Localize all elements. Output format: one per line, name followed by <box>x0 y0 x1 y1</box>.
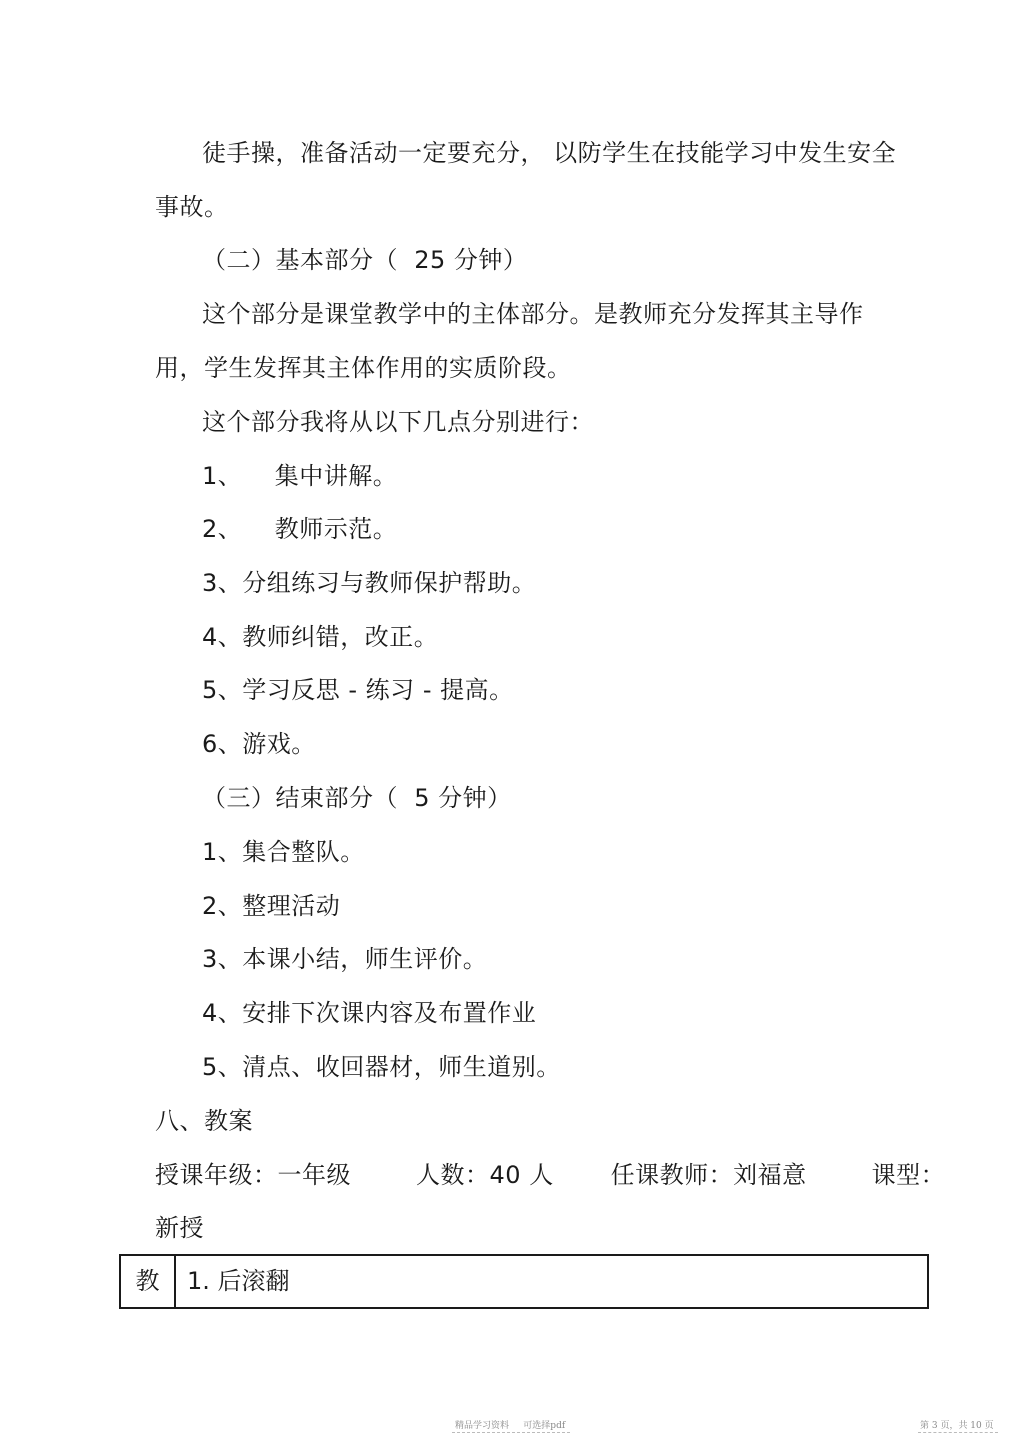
paragraph-line: 用，学生发挥其主体作用的实质阶段。 <box>155 354 572 382</box>
paragraph-line: 徒手操，准备活动一定要充分， 以防学生在技能学习中发生安全 <box>202 139 897 167</box>
paragraph-line: 这个部分我将从以下几点分别进行： <box>202 408 594 436</box>
list-item: 1、 集中讲解。 <box>202 462 398 490</box>
lesson-plan-table <box>119 1254 929 1309</box>
page-number: 第 3 页，共 10 页 <box>920 1421 994 1431</box>
list-item: 6、游戏。 <box>202 730 316 758</box>
list-item: 4、教师纠错，改正。 <box>202 623 439 651</box>
paragraph-line: 事故。 <box>155 193 229 221</box>
list-item: 3、本课小结，师生评价。 <box>202 945 488 973</box>
list-item: 1、集合整队。 <box>202 838 365 866</box>
lesson-info-line: 新授 <box>155 1214 204 1242</box>
list-item: 2、整理活动 <box>202 892 341 920</box>
footer-watermark: 精品学习资料 可选择pdf <box>455 1421 566 1431</box>
list-item: 2、 教师示范。 <box>202 515 398 543</box>
footer-divider <box>452 1432 570 1433</box>
section-heading: 八、教案 <box>155 1107 253 1135</box>
table-cell-content: 1. 后滚翻 <box>187 1267 290 1295</box>
footer-divider <box>918 1432 998 1433</box>
list-item: 3、分组练习与教师保护帮助。 <box>202 569 537 597</box>
list-item: 5、清点、收回器材，师生道别。 <box>202 1053 561 1081</box>
lesson-info-line: 授课年级：一年级 人数：40 人 任课教师：刘福意 课型： <box>155 1161 946 1189</box>
table-cell-label: 教 <box>121 1256 176 1307</box>
section-heading: （三）结束部分（ 5 分钟） <box>202 784 512 812</box>
list-item: 5、学习反思 - 练习 - 提高。 <box>202 676 514 704</box>
list-item: 4、安排下次课内容及布置作业 <box>202 999 537 1027</box>
paragraph-line: 这个部分是课堂教学中的主体部分。是教师充分发挥其主导作 <box>202 300 864 328</box>
section-heading: （二）基本部分（ 25 分钟） <box>202 246 528 274</box>
